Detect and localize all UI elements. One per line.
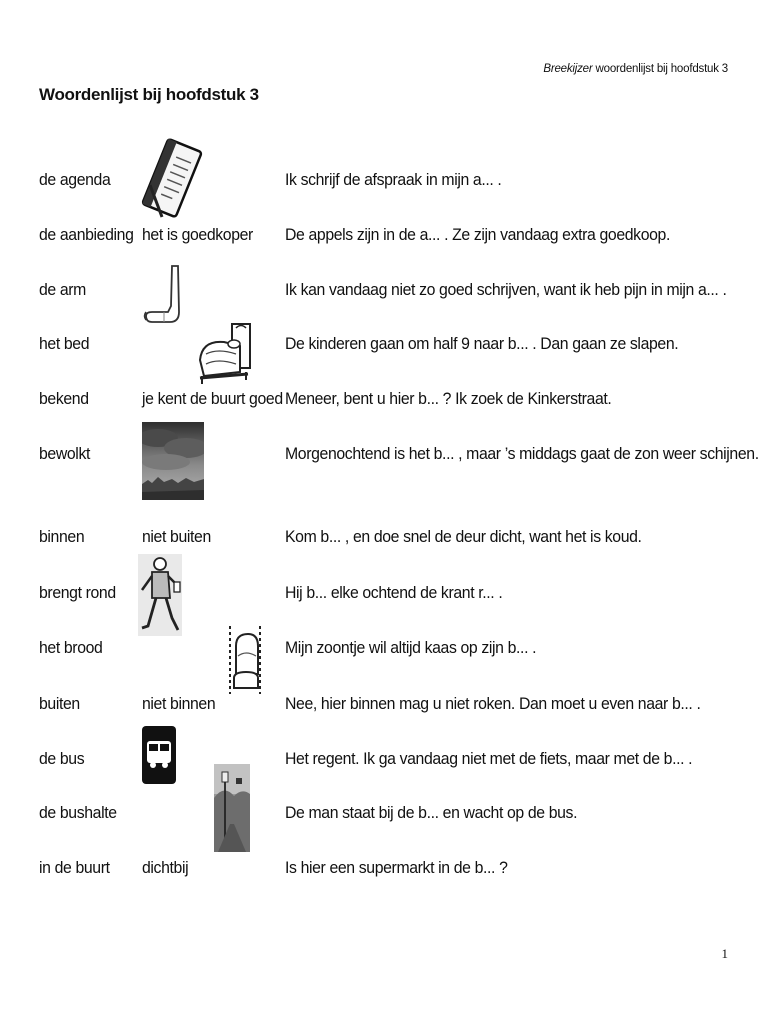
header-series: Breekijzer — [543, 63, 593, 75]
bus-icon — [142, 726, 176, 784]
sentence-bekend: Meneer, bent u hier b... ? Ik zoek de Kinkerstraat. — [285, 389, 612, 408]
newspaper-delivery-icon — [138, 554, 182, 636]
bread-icon — [226, 624, 264, 696]
definition-binnen: niet buiten — [142, 527, 211, 546]
page-title: Woordenlijst bij hoofdstuk 3 — [39, 85, 259, 104]
definition-buiten: niet binnen — [142, 694, 216, 713]
word-bekend: bekend — [39, 389, 89, 408]
sentence-buiten: Nee, hier binnen mag u niet roken. Dan moet u even naar b... . — [285, 694, 701, 713]
sentence-brengt-rond: Hij b... elke ochtend de krant r... . — [285, 583, 503, 602]
sentence-het-bed: De kinderen gaan om half 9 naar b... . Dan gaan ze slapen. — [285, 334, 679, 353]
word-buiten: buiten — [39, 694, 80, 713]
word-bewolkt: bewolkt — [39, 444, 91, 463]
sentence-het-brood: Mijn zoontje wil altijd kaas op zijn b... . — [285, 638, 537, 657]
sentence-binnen: Kom b... , en doe snel de deur dicht, want het is koud. — [285, 527, 642, 546]
word-het-brood: het brood — [39, 638, 103, 657]
word-brengt-rond: brengt rond — [39, 583, 116, 602]
sentence-in-de-buurt: Is hier een supermarkt in de b... ? — [285, 858, 508, 877]
arm-icon — [142, 262, 186, 328]
sentence-de-bushalte: De man staat bij de b... en wacht op de bus. — [285, 803, 578, 822]
definition-bekend: je kent de buurt goed — [142, 389, 283, 408]
sentence-de-agenda: Ik schrijf de afspraak in mijn a... . — [285, 170, 502, 189]
cloudy-sky-photo — [142, 422, 204, 500]
sentence-de-bus: Het regent. Ik ga vandaag niet met de fiets, maar met de b... . — [285, 749, 693, 768]
definition-de-aanbieding: het is goedkoper — [142, 225, 253, 244]
sentence-bewolkt: Morgenochtend is het b... , maar ’s middags gaat de zon weer schijnen. — [285, 444, 759, 463]
page-header — [543, 63, 728, 75]
word-binnen: binnen — [39, 527, 85, 546]
word-het-bed: het bed — [39, 334, 90, 353]
word-in-de-buurt: in de buurt — [39, 858, 110, 877]
word-de-arm: de arm — [39, 280, 86, 299]
header-subtitle: woordenlijst bij hoofdstuk 3 — [595, 63, 728, 75]
word-de-bus: de bus — [39, 749, 85, 768]
bed-icon — [196, 320, 254, 386]
word-de-agenda: de agenda — [39, 170, 111, 189]
definition-in-de-buurt: dichtbij — [142, 858, 189, 877]
agenda-icon — [140, 133, 204, 223]
word-de-aanbieding: de aanbieding — [39, 225, 134, 244]
page-number: 1 — [721, 946, 728, 961]
sentence-de-arm: Ik kan vandaag niet zo goed schrijven, want ik heb pijn in mijn a... . — [285, 280, 727, 299]
bus-stop-photo — [214, 764, 250, 852]
sentence-de-aanbieding: De appels zijn in de a... . Ze zijn vandaag extra goedkoop. — [285, 225, 670, 244]
word-de-bushalte: de bushalte — [39, 803, 117, 822]
